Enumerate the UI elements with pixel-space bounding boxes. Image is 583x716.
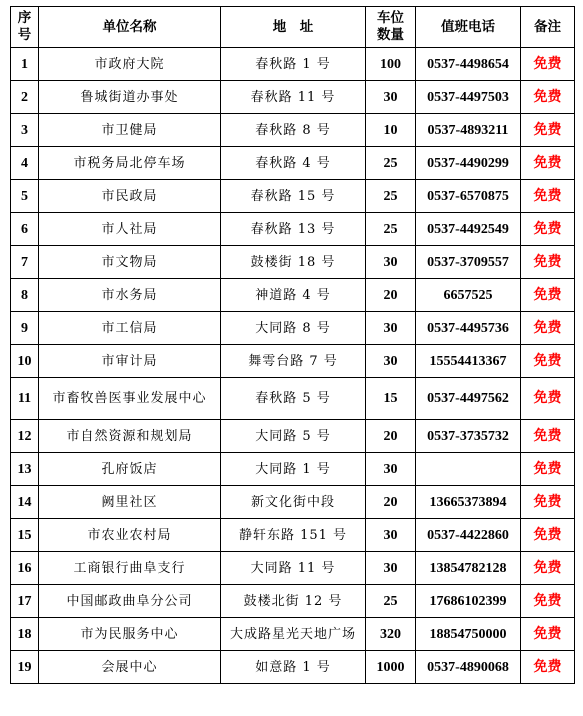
row-name: 鲁城街道办事处 [39,81,221,114]
row-address: 春秋路 11 号 [221,81,366,114]
row-name: 工商银行曲阜支行 [39,552,221,585]
row-name: 市人社局 [39,213,221,246]
row-seq: 1 [11,48,39,81]
table-row [11,81,575,114]
row-seq: 16 [11,552,39,585]
table-row [11,486,575,519]
table-row [11,246,575,279]
row-name: 市畜牧兽医事业发展中心 [39,378,221,420]
table-row [11,48,575,81]
row-address: 春秋路 4 号 [221,147,366,180]
row-name: 市审计局 [39,345,221,378]
row-phone: 13854782128 [416,552,521,585]
row-name: 市民政局 [39,180,221,213]
row-note: 免费 [521,180,575,213]
row-note: 免费 [521,486,575,519]
row-address: 新文化街中段 [221,486,366,519]
row-phone: 13665373894 [416,486,521,519]
row-phone: 0537-4497503 [416,81,521,114]
row-name: 会展中心 [39,651,221,684]
row-name: 市政府大院 [39,48,221,81]
row-count: 25 [366,585,416,618]
row-name: 阙里社区 [39,486,221,519]
row-address: 大同路 1 号 [221,453,366,486]
row-note: 免费 [521,246,575,279]
row-phone: 0537-4495736 [416,312,521,345]
row-address: 春秋路 15 号 [221,180,366,213]
row-note: 免费 [521,618,575,651]
row-address: 舞雩台路 7 号 [221,345,366,378]
table-row [11,585,575,618]
row-seq: 2 [11,81,39,114]
row-seq: 19 [11,651,39,684]
row-note: 免费 [521,48,575,81]
table-row [11,279,575,312]
row-address: 鼓楼街 18 号 [221,246,366,279]
row-name: 市自然资源和规划局 [39,420,221,453]
row-note: 免费 [521,279,575,312]
row-phone: 0537-4497562 [416,378,521,420]
row-phone: 0537-3735732 [416,420,521,453]
row-count: 20 [366,420,416,453]
row-phone: 18854750000 [416,618,521,651]
row-note: 免费 [521,651,575,684]
row-seq: 8 [11,279,39,312]
row-address: 春秋路 8 号 [221,114,366,147]
row-note: 免费 [521,114,575,147]
row-note: 免费 [521,453,575,486]
row-phone: 0537-6570875 [416,180,521,213]
table-body [11,48,575,684]
row-note: 免费 [521,147,575,180]
table-row [11,651,575,684]
row-address: 静轩东路 151 号 [221,519,366,552]
row-count: 30 [366,552,416,585]
row-address: 春秋路 13 号 [221,213,366,246]
table-row [11,312,575,345]
table-row [11,420,575,453]
table-row [11,213,575,246]
row-note: 免费 [521,378,575,420]
row-count: 30 [366,453,416,486]
row-count: 30 [366,81,416,114]
row-note: 免费 [521,519,575,552]
row-seq: 6 [11,213,39,246]
row-note: 免费 [521,552,575,585]
row-phone: 15554413367 [416,345,521,378]
row-phone: 0537-4422860 [416,519,521,552]
row-count: 15 [366,378,416,420]
table-row [11,453,575,486]
row-count: 30 [366,246,416,279]
row-note: 免费 [521,312,575,345]
header-name: 单位名称 [39,7,221,48]
row-address: 神道路 4 号 [221,279,366,312]
row-seq: 5 [11,180,39,213]
row-name: 市为民服务中心 [39,618,221,651]
row-note: 免费 [521,420,575,453]
row-seq: 3 [11,114,39,147]
header-addr: 地 址 [221,7,366,48]
row-address: 鼓楼北街 12 号 [221,585,366,618]
row-count: 25 [366,147,416,180]
row-count: 1000 [366,651,416,684]
row-name: 孔府饭店 [39,453,221,486]
row-address: 大成路星光天地广场 [221,618,366,651]
row-phone [416,453,521,486]
row-seq: 11 [11,378,39,420]
row-name: 市农业农村局 [39,519,221,552]
row-name: 市卫健局 [39,114,221,147]
table-row [11,114,575,147]
row-count: 25 [366,213,416,246]
row-note: 免费 [521,213,575,246]
row-seq: 13 [11,453,39,486]
table-row [11,378,575,420]
row-seq: 14 [11,486,39,519]
row-count: 20 [366,486,416,519]
row-count: 30 [366,345,416,378]
row-phone: 0537-4890068 [416,651,521,684]
row-name: 中国邮政曲阜分公司 [39,585,221,618]
row-count: 100 [366,48,416,81]
row-seq: 7 [11,246,39,279]
row-phone: 0537-4492549 [416,213,521,246]
table-row [11,147,575,180]
row-name: 市水务局 [39,279,221,312]
row-count: 30 [366,519,416,552]
table-row [11,519,575,552]
row-address: 如意路 1 号 [221,651,366,684]
row-phone: 17686102399 [416,585,521,618]
row-phone: 0537-4490299 [416,147,521,180]
row-seq: 12 [11,420,39,453]
row-note: 免费 [521,81,575,114]
row-seq: 4 [11,147,39,180]
row-address: 大同路 11 号 [221,552,366,585]
row-phone: 0537-4893211 [416,114,521,147]
table-row [11,552,575,585]
header-phone: 值班电话 [416,7,521,48]
row-count: 25 [366,180,416,213]
row-seq: 18 [11,618,39,651]
row-phone: 0537-4498654 [416,48,521,81]
table-row [11,180,575,213]
row-seq: 15 [11,519,39,552]
row-name: 市工信局 [39,312,221,345]
row-address: 大同路 8 号 [221,312,366,345]
header-row [11,7,575,48]
table-row [11,345,575,378]
row-name: 市税务局北停车场 [39,147,221,180]
table-row [11,618,575,651]
header-seq: 序号 [11,7,39,48]
parking-table [10,6,575,684]
row-seq: 9 [11,312,39,345]
row-phone: 6657525 [416,279,521,312]
row-count: 320 [366,618,416,651]
row-note: 免费 [521,345,575,378]
header-note: 备注 [521,7,575,48]
row-phone: 0537-3709557 [416,246,521,279]
row-address: 大同路 5 号 [221,420,366,453]
row-name: 市文物局 [39,246,221,279]
row-address: 春秋路 5 号 [221,378,366,420]
row-seq: 10 [11,345,39,378]
row-seq: 17 [11,585,39,618]
row-count: 30 [366,312,416,345]
row-count: 10 [366,114,416,147]
row-address: 春秋路 1 号 [221,48,366,81]
header-count: 车位数量 [366,7,416,48]
row-count: 20 [366,279,416,312]
row-note: 免费 [521,585,575,618]
